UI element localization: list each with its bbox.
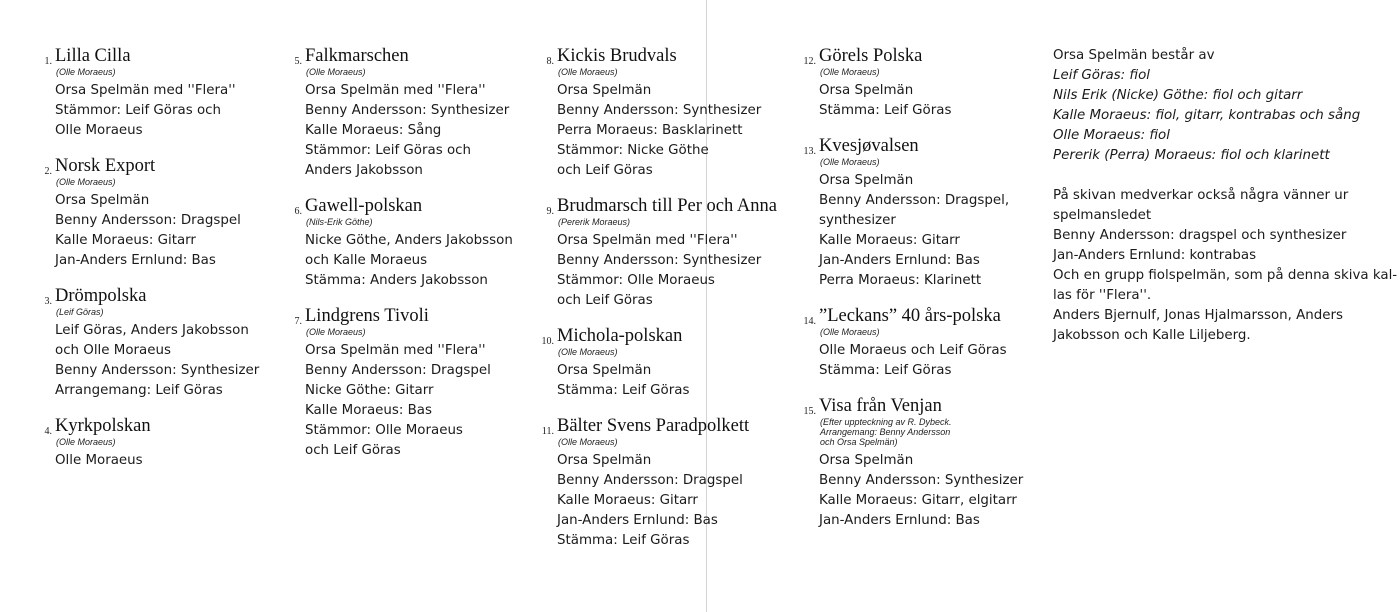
composer-credit-line: (Olle Moraeus) [820, 157, 880, 167]
performer-line: Jan-Anders Ernlund: Bas [55, 253, 216, 268]
track-number: 7. [294, 316, 302, 327]
guest-line: Anders Bjernulf, Jonas Hjalmarsson, Anders [1053, 308, 1344, 323]
track-entry [294, 306, 513, 461]
track-entry [294, 46, 513, 181]
performer-line: och Leif Göras [305, 443, 401, 458]
track-number: 6. [294, 206, 302, 217]
performer-line: Orsa Spelmän [819, 83, 914, 98]
performer-line: Benny Andersson: Dragspel [557, 473, 743, 488]
track-column-4 [803, 46, 1024, 546]
performer-line: Jan-Anders Ernlund: Bas [819, 253, 980, 268]
performer-line: Kalle Moraeus: Gitarr [557, 493, 698, 508]
performer-line: Stämmor: Leif Göras och [305, 143, 471, 158]
track-title: Michola-polskan [557, 326, 683, 346]
performer-line: Benny Andersson: Synthesizer [305, 103, 510, 118]
performer-line: Orsa Spelmän med ''Flera'' [55, 83, 236, 98]
member-line: Nils Erik (Nicke) Göthe: fiol och gitarr [1053, 88, 1303, 103]
guest-line: På skivan medverkar också några vänner ur [1053, 188, 1349, 203]
composer-credit [305, 217, 513, 227]
track-title: Kyrkpolskan [55, 416, 151, 436]
performer-line: Kalle Moraeus: Bas [305, 403, 432, 418]
composer-credit [819, 67, 1023, 77]
performer-line: Stämmor: Nicke Göthe [557, 143, 709, 158]
track-entry [44, 156, 259, 271]
composer-credit [305, 67, 513, 77]
composer-credit-line: (Olle Moraeus) [56, 437, 116, 447]
track-entry [803, 136, 1023, 291]
performer-line: Anders Jakobsson [305, 163, 423, 178]
performer-line: Orsa Spelmän [557, 83, 652, 98]
track-number: 10. [541, 336, 554, 347]
composer-credit-line: (Olle Moraeus) [56, 177, 116, 187]
performer-line: Jan-Anders Ernlund: Bas [557, 513, 718, 528]
performer-line: Kalle Moraeus: Gitarr, elgitarr [819, 493, 1017, 508]
performer-line: Orsa Spelmän med ''Flera'' [557, 233, 738, 248]
performer-line: Arrangemang: Leif Göras [55, 383, 223, 398]
track-title: Lilla Cilla [55, 46, 131, 66]
composer-credit [557, 67, 777, 77]
performer-line: Benny Andersson: Synthesizer [557, 103, 762, 118]
performer-line: Nicke Göthe: Gitarr [305, 383, 434, 398]
performer-line: Benny Andersson: Dragspel [305, 363, 491, 378]
performer-line: Olle Moraeus och Leif Göras [819, 343, 1007, 358]
performer-line: Orsa Spelmän med ''Flera'' [305, 83, 486, 98]
performer-line: Stämma: Leif Göras [557, 533, 690, 548]
composer-credit-line: (Olle Moraeus) [558, 347, 618, 357]
track-entry [546, 196, 777, 311]
performer-line: Benny Andersson: Synthesizer [819, 473, 1024, 488]
composer-credit [557, 437, 777, 447]
performer-line: Nicke Göthe, Anders Jakobsson [305, 233, 513, 248]
track-title: Kickis Brudvals [557, 46, 677, 66]
track-entry [44, 46, 259, 141]
guest-line: Och en grupp fiolspelmän, som på denna skiva kal- [1053, 268, 1398, 283]
member-list [1053, 66, 1397, 166]
track-title: Drömpolska [55, 286, 147, 306]
track-number: 2. [44, 166, 52, 177]
composer-credit-line: Arrangemang: Benny Andersson [820, 427, 951, 437]
performer-line: Stämma: Leif Göras [819, 103, 952, 118]
guest-list [1053, 186, 1397, 346]
performer-line: Stämma: Leif Göras [557, 383, 690, 398]
track-number: 8. [546, 56, 554, 67]
performer-line: synthesizer [819, 213, 896, 228]
band-info [1053, 46, 1397, 346]
performer-line: och Kalle Moraeus [305, 253, 428, 268]
performer-line: Kalle Moraeus: Gitarr [819, 233, 960, 248]
performer-line: Stämma: Anders Jakobsson [305, 273, 488, 288]
composer-credit [55, 307, 259, 317]
track-title: Görels Polska [819, 46, 923, 66]
member-line: Pererik (Perra) Moraeus: fiol och klarinett [1053, 148, 1330, 163]
composer-credit [819, 327, 1023, 337]
track-entry [803, 396, 1024, 531]
track-column-1 [44, 46, 260, 486]
composer-credit [819, 417, 1023, 447]
track-title: Bälter Svens Paradpolkett [557, 416, 750, 436]
performer-line: Benny Andersson: Synthesizer [55, 363, 260, 378]
member-line: Leif Göras: fiol [1053, 68, 1150, 83]
performer-line: Benny Andersson: Dragspel, [819, 193, 1010, 208]
performer-line: och Leif Göras [557, 163, 653, 178]
performer-line: Kalle Moraeus: Gitarr [55, 233, 196, 248]
composer-credit-line: (Olle Moraeus) [558, 437, 618, 447]
track-title: Kvesjøvalsen [819, 136, 919, 156]
track-title: Gawell-polskan [305, 196, 423, 216]
composer-credit-line: (Olle Moraeus) [56, 67, 116, 77]
performer-line: Perra Moraeus: Klarinett [819, 273, 982, 288]
track-entry [803, 46, 1023, 121]
performer-line: Orsa Spelmän [55, 193, 150, 208]
composer-credit [55, 67, 259, 77]
composer-credit [305, 327, 513, 337]
performer-line: Orsa Spelmän [819, 453, 914, 468]
track-entry [546, 46, 777, 181]
track-number: 9. [546, 206, 554, 217]
composer-credit-line: (Olle Moraeus) [820, 67, 880, 77]
track-number: 1. [44, 56, 52, 67]
composer-credit [819, 157, 1023, 167]
member-line: Olle Moraeus: fiol [1053, 128, 1170, 143]
performer-line: Perra Moraeus: Basklarinett [557, 123, 743, 138]
track-number: 12. [803, 56, 816, 67]
track-number: 3. [44, 296, 52, 307]
composer-credit [55, 437, 259, 447]
track-title: ”Leckans” 40 års-polska [819, 306, 1001, 326]
performer-line: Orsa Spelmän [557, 453, 652, 468]
performer-line: Stämmor: Olle Moraeus [305, 423, 463, 438]
track-number: 15. [803, 406, 816, 417]
track-entry [541, 326, 777, 401]
composer-credit-line: och Orsa Spelmän) [820, 437, 898, 447]
performer-line: Benny Andersson: Dragspel [55, 213, 241, 228]
performer-line: och Leif Göras [557, 293, 653, 308]
composer-credit-line: (Pererik Moraeus) [558, 217, 631, 227]
composer-credit-line: (Efter uppteckning av R. Dybeck. [820, 417, 952, 427]
guest-line: Jan-Anders Ernlund: kontrabas [1053, 248, 1257, 263]
guest-line: spelmansledet [1053, 208, 1152, 223]
track-title: Brudmarsch till Per och Anna [557, 196, 777, 216]
composer-credit-line: (Leif Göras) [56, 307, 104, 317]
track-title: Lindgrens Tivoli [305, 306, 429, 326]
performer-line: Jan-Anders Ernlund: Bas [819, 513, 980, 528]
performer-line: Orsa Spelmän [557, 363, 652, 378]
performer-line: Orsa Spelmän med ''Flera'' [305, 343, 486, 358]
composer-credit [55, 177, 259, 187]
performer-line: Leif Göras, Anders Jakobsson [55, 323, 249, 338]
performer-line: Olle Moraeus [55, 453, 143, 468]
track-entry [541, 416, 777, 551]
composer-credit [557, 217, 777, 227]
composer-credit [557, 347, 777, 357]
composer-credit-line: (Olle Moraeus) [306, 67, 366, 77]
track-entry [803, 306, 1023, 381]
guest-line: Benny Andersson: dragspel och synthesizer [1053, 228, 1347, 243]
track-entry [44, 286, 260, 401]
track-number: 14. [803, 316, 816, 327]
composer-credit-line: (Olle Moraeus) [306, 327, 366, 337]
track-number: 4. [44, 426, 52, 437]
performer-line: Stämmor: Olle Moraeus [557, 273, 715, 288]
member-line: Kalle Moraeus: fiol, gitarr, kontrabas och sång [1053, 108, 1361, 123]
track-title: Norsk Export [55, 156, 156, 176]
track-number: 5. [294, 56, 302, 67]
track-number: 11. [541, 426, 554, 437]
track-title: Visa från Venjan [819, 396, 942, 416]
performer-line: Stämmor: Leif Göras och [55, 103, 221, 118]
performer-line: Stämma: Leif Göras [819, 363, 952, 378]
composer-credit-line: (Nils-Erik Göthe) [306, 217, 373, 227]
composer-credit-line: (Olle Moraeus) [820, 327, 880, 337]
guest-line: Jakobsson och Kalle Liljeberg. [1053, 328, 1251, 343]
performer-line: och Olle Moraeus [55, 343, 171, 358]
performer-line: Orsa Spelmän [819, 173, 914, 188]
track-column-3 [541, 46, 777, 566]
track-column-2 [294, 46, 513, 476]
composer-credit-line: (Olle Moraeus) [558, 67, 618, 77]
track-number: 13. [803, 146, 816, 157]
performer-line: Olle Moraeus [55, 123, 143, 138]
band-heading: Orsa Spelmän består av [1053, 48, 1215, 63]
track-entry [294, 196, 513, 291]
guest-line: las för ''Flera''. [1053, 288, 1152, 303]
track-title: Falkmarschen [305, 46, 409, 66]
performer-line: Kalle Moraeus: Sång [305, 123, 442, 138]
track-entry [44, 416, 259, 471]
performer-line: Benny Andersson: Synthesizer [557, 253, 762, 268]
